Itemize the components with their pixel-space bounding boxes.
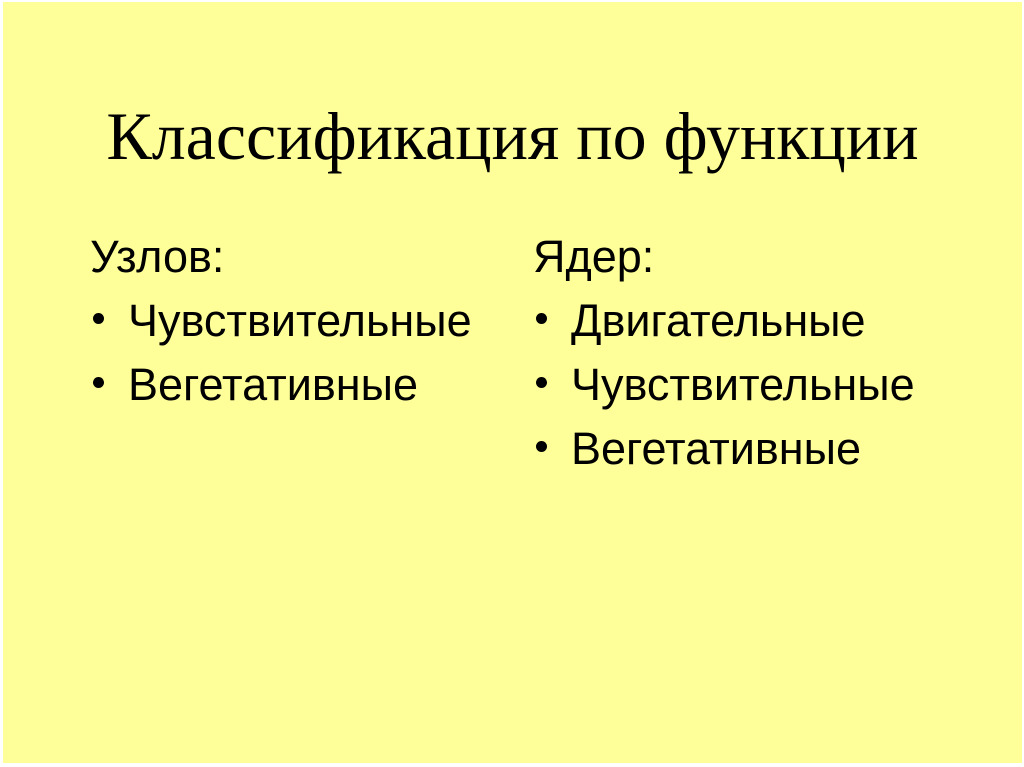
- column-uzlov-heading: Узлов:: [90, 231, 225, 282]
- list-item-label: Вегетативные: [571, 423, 862, 474]
- bullet-icon: [93, 313, 104, 324]
- list-item-label: Вегетативные: [128, 359, 419, 410]
- bullet-icon: [536, 377, 547, 388]
- bullet-icon: [93, 377, 104, 388]
- presentation-slide: [3, 2, 1022, 763]
- slide-title: Классификация по функции: [106, 98, 919, 174]
- list-item: [90, 289, 472, 353]
- list-item-label: Чувствительные: [128, 295, 472, 346]
- list-item: [533, 353, 915, 417]
- list-item: [533, 289, 915, 353]
- list-item: [533, 417, 915, 481]
- column-yader-heading: Ядер:: [533, 231, 655, 282]
- list-item-label: Чувствительные: [571, 359, 915, 410]
- list-item-label: Двигательные: [571, 295, 866, 346]
- list-item: [90, 353, 472, 417]
- bullet-icon: [536, 441, 547, 452]
- bullet-icon: [536, 313, 547, 324]
- column-uzlov: [90, 225, 472, 417]
- column-yader: [533, 225, 915, 481]
